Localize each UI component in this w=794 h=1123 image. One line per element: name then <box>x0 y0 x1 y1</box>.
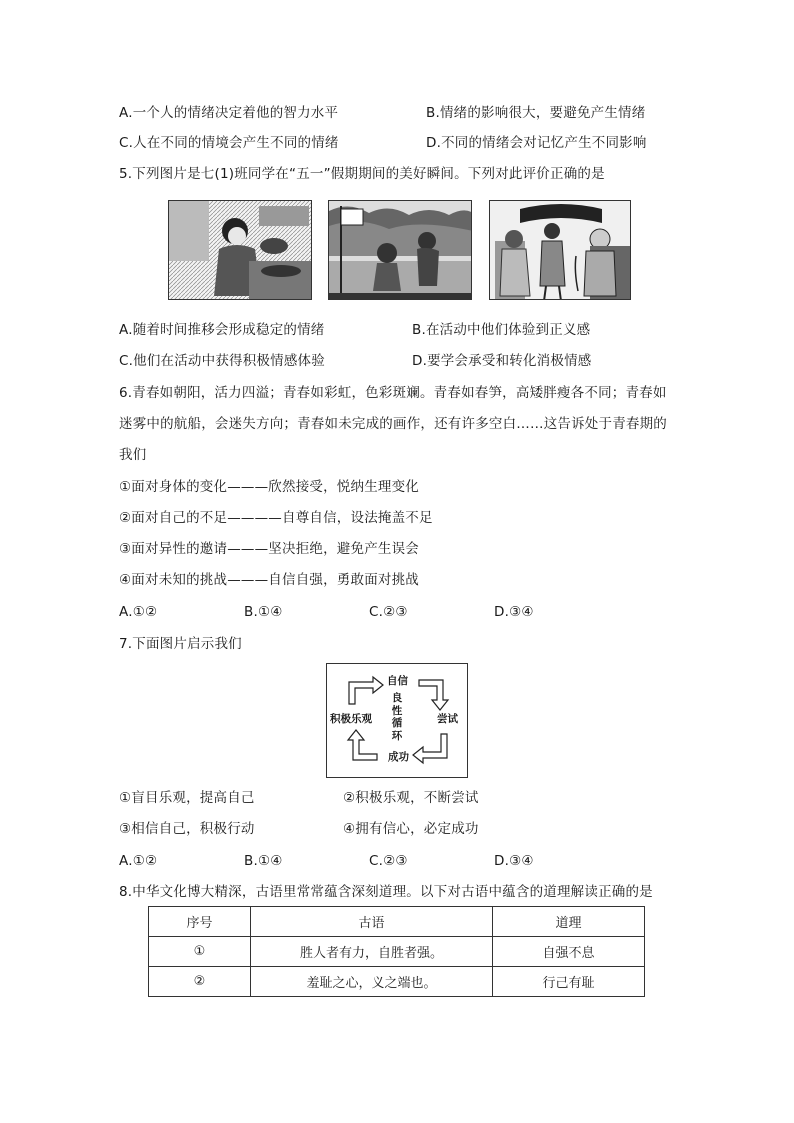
outdoor-photo <box>328 200 472 300</box>
row-proverb: 胜人者有力，自胜者强。 <box>251 937 493 967</box>
row-index: ① <box>149 937 251 967</box>
q7-statement-2: ②积极乐观，不断尝试 <box>343 790 479 806</box>
q6-statement-3: ③面对异性的邀请———坚决拒绝，避免产生误会 <box>119 541 420 557</box>
q7-statement-1: ①盲目乐观，提高自己 <box>119 790 255 806</box>
q6-stem-line-3: 我们 <box>119 447 147 463</box>
q6-statement-2: ②面对自己的不足————自尊自信，设法掩盖不足 <box>119 510 433 526</box>
q7-statement-4: ④拥有信心，必定成功 <box>343 821 479 837</box>
header-meaning: 道理 <box>493 907 645 937</box>
row-index: ② <box>149 967 251 997</box>
cycle-label-top: 自信 <box>387 675 408 687</box>
header-proverb: 古语 <box>251 907 493 937</box>
header-index: 序号 <box>149 907 251 937</box>
q4-option-b: B.情绪的影响很大，要避免产生情绪 <box>426 105 646 121</box>
cooking-photo <box>168 200 312 300</box>
family-photo <box>489 200 631 300</box>
table-header-row <box>149 907 645 937</box>
cycle-center-label: 良 性 循 环 <box>391 692 403 742</box>
cycle-label-left: 积极乐观 <box>330 713 372 725</box>
q6-stem-line-2: 迷雾中的航船，会迷失方向；青春如未完成的画作，还有许多空白……这告诉处于青春期的 <box>119 416 667 432</box>
q7-option-d: D.③④ <box>494 853 534 869</box>
q6-option-c: C.②③ <box>369 604 408 620</box>
q6-option-a: A.①② <box>119 604 158 620</box>
q8-stem: 8.中华文化博大精深，古语里常常蕴含深刻道理。以下对古语中蕴含的道理解读正确的是 <box>119 884 653 900</box>
q6-stem-line-1: 6.青春如朝阳，活力四溢；青春如彩虹，色彩斑斓。青春如春笋，高矮胖瘦各不同；青春如 <box>119 385 667 401</box>
q4-option-a: A.一个人的情绪决定着他的智力水平 <box>119 105 339 121</box>
q7-option-a: A.①② <box>119 853 158 869</box>
q5-option-c: C.他们在活动中获得积极情感体验 <box>119 353 325 369</box>
q7-stem: 7.下面图片启示我们 <box>119 636 242 652</box>
cycle-label-right: 尝试 <box>437 713 458 725</box>
q6-statement-4: ④面对未知的挑战———自信自强，勇敢面对挑战 <box>119 572 420 588</box>
q7-option-c: C.②③ <box>369 853 408 869</box>
q4-option-c: C.人在不同的情境会产生不同的情绪 <box>119 135 339 151</box>
virtuous-cycle-diagram <box>326 663 468 778</box>
q5-option-d: D.要学会承受和转化消极情感 <box>412 353 592 369</box>
row-meaning: 自强不息 <box>493 937 645 967</box>
cycle-label-bottom: 成功 <box>388 751 409 763</box>
q4-option-d: D.不同的情绪会对记忆产生不同影响 <box>426 135 647 151</box>
table-row <box>149 937 645 967</box>
row-meaning: 行己有耻 <box>493 967 645 997</box>
q7-statement-3: ③相信自己，积极行动 <box>119 821 255 837</box>
q6-option-b: B.①④ <box>244 604 283 620</box>
q5-option-a: A.随着时间推移会形成稳定的情绪 <box>119 322 325 338</box>
proverb-table <box>148 906 645 997</box>
table-row <box>149 967 645 997</box>
q6-statement-1: ①面对身体的变化———欣然接受，悦纳生理变化 <box>119 479 420 495</box>
q5-stem: 5.下列图片是七(1)班同学在“五一”假期期间的美好瞬间。下列对此评价正确的是 <box>119 166 605 182</box>
row-proverb: 羞耻之心，义之端也。 <box>251 967 493 997</box>
q7-option-b: B.①④ <box>244 853 283 869</box>
q5-option-b: B.在活动中他们体验到正义感 <box>412 322 591 338</box>
q6-option-d: D.③④ <box>494 604 534 620</box>
